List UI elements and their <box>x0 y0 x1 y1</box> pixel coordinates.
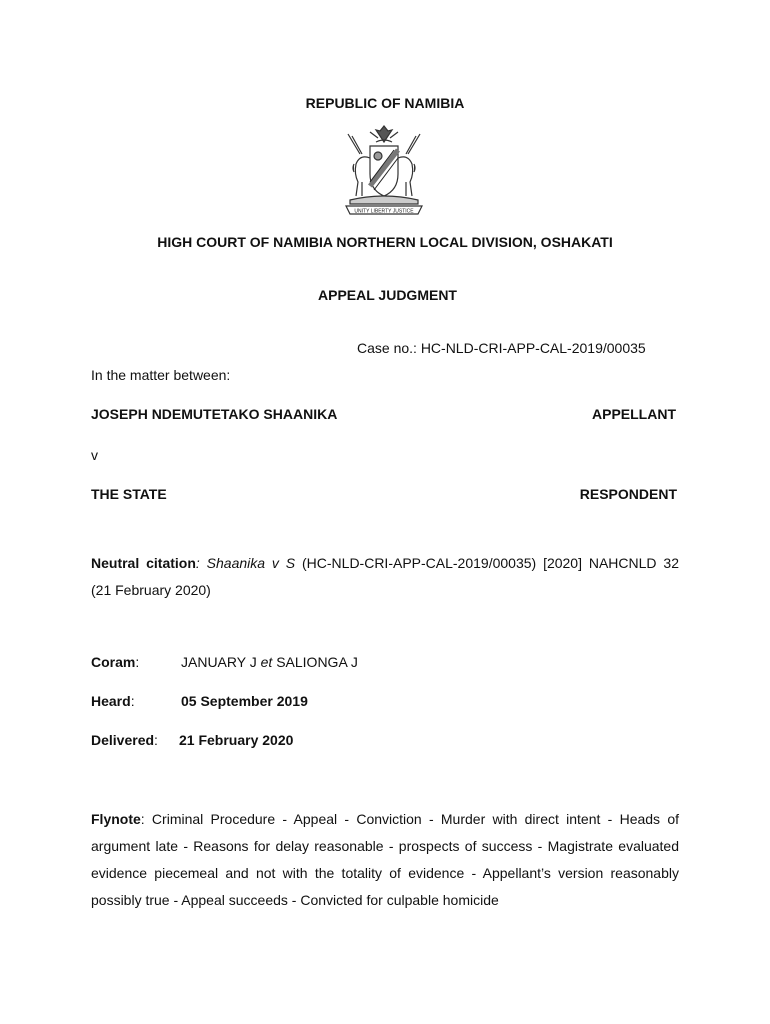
appellant-name: JOSEPH NDEMUTETAKO SHAANIKA <box>91 406 338 422</box>
citation-text: (HC-NLD-CRI-APP-CAL-2019/00035) [2020] NAHCNLD 32 (21 February 2020) <box>91 555 679 598</box>
heard-date: 05 September 2019 <box>181 693 308 709</box>
heard-label-group <box>91 693 135 709</box>
respondent-name: THE STATE <box>91 486 167 502</box>
versus: v <box>91 447 98 463</box>
neutral-citation <box>91 550 679 604</box>
coram-label: Coram <box>91 654 136 670</box>
flynote-label: Flynote <box>91 811 141 827</box>
delivered-date: 21 February 2020 <box>179 732 294 748</box>
coat-of-arms-icon <box>340 124 428 220</box>
parties-intro: In the matter between: <box>91 367 231 383</box>
heard-label: Heard <box>91 693 131 709</box>
coram-judge2: SALIONGA J <box>272 654 358 670</box>
flynote-text: : Criminal Procedure - Appeal - Conviction - Murder with direct intent - Heads of argument late - Reasons for delay reasonable - prospects of success - Magistrate evaluated evidence piecemeal and not with the totality of evidence - Appellant’s version reasonably possibly true - Appeal succeeds - Convicted for culpable homicide <box>91 811 679 908</box>
coram-judges <box>181 654 358 670</box>
citation-label: Neutral citation <box>91 555 196 571</box>
appellant-role: APPELLANT <box>592 406 676 422</box>
delivered-label: Delivered <box>91 732 155 748</box>
judgment-type-heading: APPEAL JUDGMENT <box>318 287 457 303</box>
country-heading: REPUBLIC OF NAMIBIA <box>305 95 465 111</box>
citation-case-name: Shaanika v S <box>206 555 296 571</box>
court-heading: HIGH COURT OF NAMIBIA NORTHERN LOCAL DIVISION, OSHAKATI <box>157 234 613 250</box>
coram-et: et <box>260 654 273 670</box>
motto-text: UNITY LIBERTY JUSTICE <box>354 208 414 215</box>
coram-colon: : <box>135 654 140 670</box>
flynote-paragraph <box>91 806 679 914</box>
delivered-colon: : <box>154 732 158 748</box>
case-number: Case no.: HC-NLD-CRI-APP-CAL-2019/00035 <box>357 340 646 356</box>
heard-colon: : <box>130 693 135 709</box>
citation-colon: : <box>195 555 207 571</box>
coram-judge1: JANUARY J <box>181 654 261 670</box>
coram-label-group <box>91 654 139 670</box>
delivered-label-group <box>91 732 158 748</box>
respondent-role: RESPONDENT <box>579 486 677 502</box>
